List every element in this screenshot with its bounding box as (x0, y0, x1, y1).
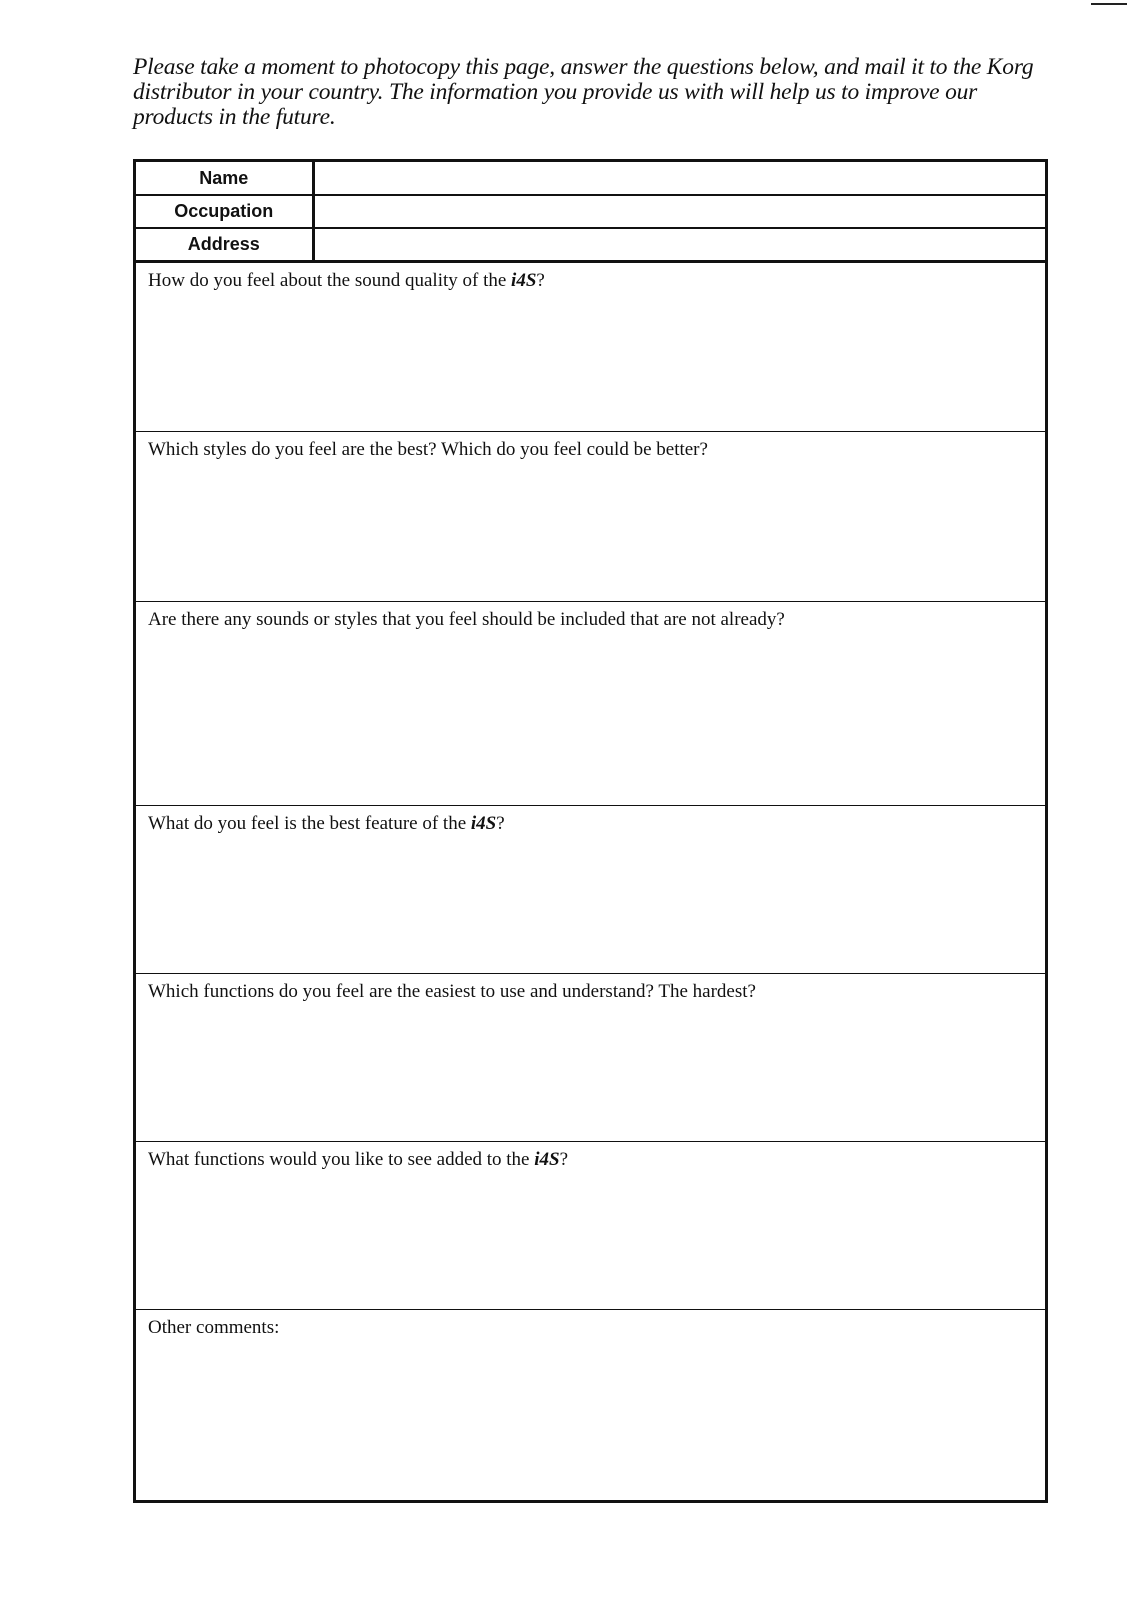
info-table (136, 162, 1045, 263)
address-label: Address (136, 228, 313, 261)
question-best-styles[interactable] (136, 432, 1045, 602)
info-row-address (136, 228, 1045, 261)
product-name: i4S (511, 269, 537, 291)
feedback-form (133, 159, 1048, 1503)
product-name: i4S (470, 812, 497, 834)
question-easiest-functions[interactable] (136, 974, 1045, 1142)
question-missing-sounds[interactable] (136, 602, 1045, 806)
occupation-label: Occupation (136, 195, 313, 228)
name-field[interactable] (313, 162, 1045, 195)
question-sound-quality[interactable] (136, 263, 1045, 432)
info-row-occupation (136, 195, 1045, 228)
occupation-field[interactable] (313, 195, 1045, 228)
name-label: Name (136, 162, 313, 195)
question-text: Which styles do you feel are the best? Which do you feel could be better? (148, 438, 708, 460)
question-text: How do you feel about the sound quality of the i4S? (148, 269, 545, 291)
question-text: Are there any sounds or styles that you feel should be included that are not already? (148, 608, 785, 630)
question-best-feature[interactable] (136, 806, 1045, 974)
question-text: What do you feel is the best feature of the i4S? (148, 812, 505, 834)
question-text: What functions would you like to see added to the i4S? (148, 1148, 569, 1170)
corner-mark (1091, 3, 1127, 5)
question-text: Other comments: (148, 1316, 280, 1338)
question-added-functions[interactable] (136, 1142, 1045, 1310)
product-name: i4S (534, 1148, 560, 1170)
intro-paragraph: Please take a moment to photocopy this page, answer the questions below, and mail it to the Korg distributor in your country. The information you provide us with will help us to improve our products in the future. (133, 54, 1034, 130)
question-text: Which functions do you feel are the easiest to use and understand? The hardest? (148, 980, 756, 1002)
info-row-name (136, 162, 1045, 195)
question-other-comments[interactable] (136, 1310, 1045, 1470)
address-field[interactable] (313, 228, 1045, 261)
